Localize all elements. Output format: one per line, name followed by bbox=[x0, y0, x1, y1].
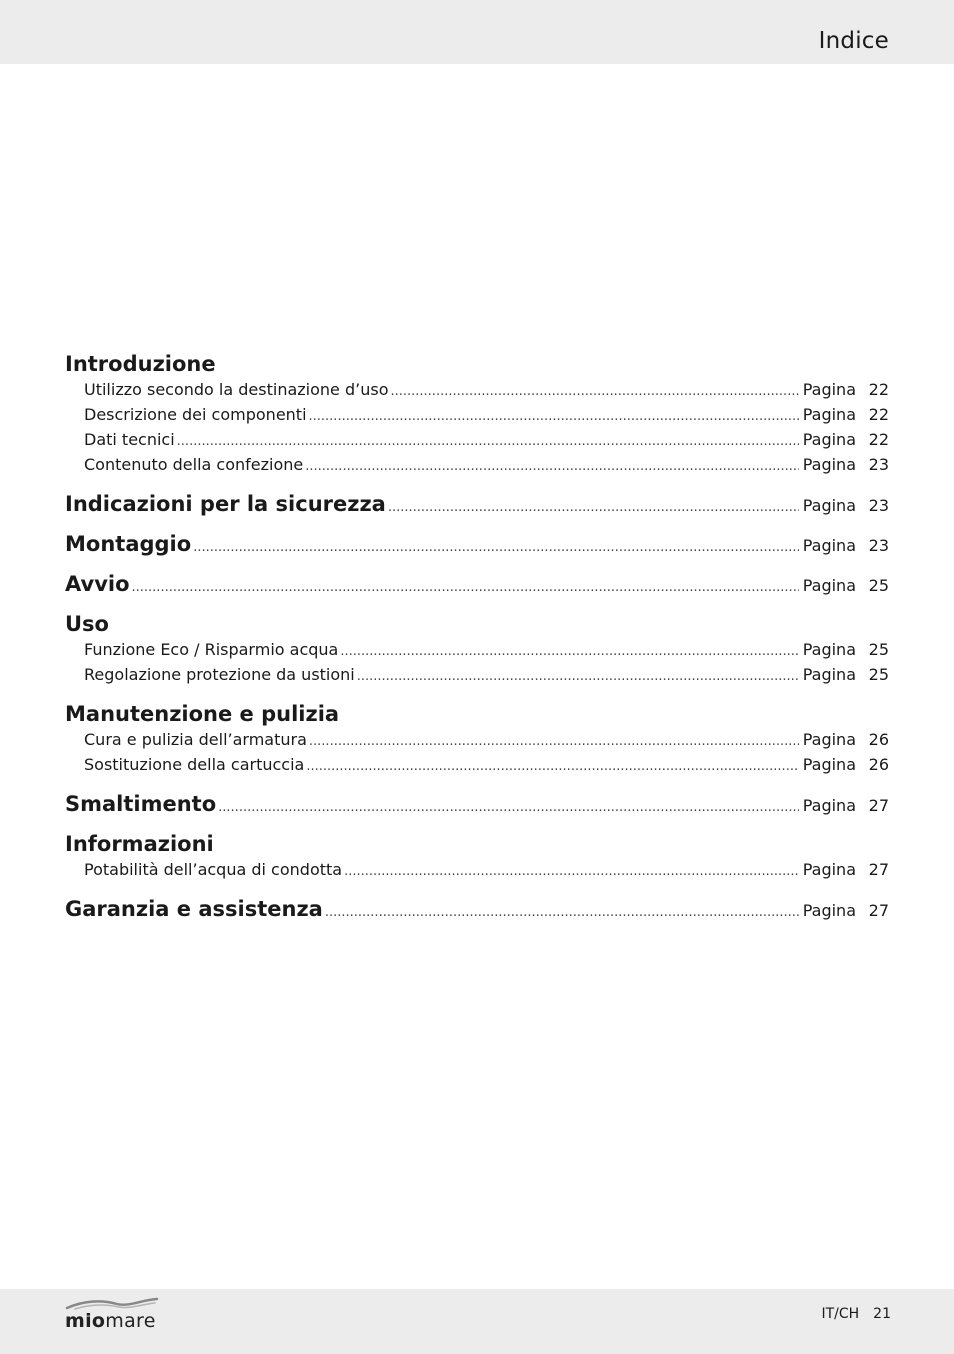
page-label: Pagina bbox=[802, 496, 856, 515]
page-label: Pagina bbox=[802, 576, 856, 595]
dot-leader bbox=[132, 575, 799, 600]
page-label: Pagina bbox=[802, 380, 856, 399]
toc-entry-title: Sostituzione della cartuccia bbox=[84, 755, 305, 774]
page-ref: 23 bbox=[868, 536, 889, 555]
toc-entry-title: Utilizzo secondo la destinazione d’uso bbox=[84, 380, 389, 399]
page-ref: 22 bbox=[868, 430, 889, 449]
page-label: Pagina bbox=[802, 405, 856, 424]
toc-section bbox=[65, 352, 889, 477]
logo-wordmark-mare: mare bbox=[105, 1310, 156, 1332]
toc-entry-title: Potabilità dell’acqua di condotta bbox=[84, 860, 343, 879]
toc-section bbox=[65, 612, 889, 687]
toc-heading-row bbox=[65, 792, 889, 817]
toc-entry bbox=[65, 402, 889, 427]
toc-entry bbox=[65, 377, 889, 402]
toc-heading-row bbox=[65, 612, 889, 637]
page-ref: 27 bbox=[868, 901, 889, 920]
page-label: Pagina bbox=[802, 455, 856, 474]
brand-logo bbox=[65, 1296, 165, 1336]
toc-heading: Avvio bbox=[65, 572, 130, 596]
toc-entry bbox=[65, 452, 889, 477]
dot-leader bbox=[305, 454, 798, 479]
toc-heading-row bbox=[65, 492, 889, 517]
page-ref: 27 bbox=[868, 796, 889, 815]
toc-heading-row bbox=[65, 897, 889, 922]
toc-heading-row bbox=[65, 532, 889, 557]
toc-heading: Informazioni bbox=[65, 832, 214, 856]
toc-section bbox=[65, 532, 889, 557]
dot-leader bbox=[306, 754, 798, 779]
page-label: Pagina bbox=[802, 796, 856, 815]
page-ref: 22 bbox=[868, 380, 889, 399]
page-ref: 26 bbox=[868, 730, 889, 749]
toc-section bbox=[65, 832, 889, 882]
toc-section bbox=[65, 897, 889, 922]
toc-heading: Indicazioni per la sicurezza bbox=[65, 492, 386, 516]
dot-leader bbox=[177, 429, 799, 454]
toc-entry bbox=[65, 427, 889, 452]
toc-entry bbox=[65, 752, 889, 777]
page-ref: 25 bbox=[868, 576, 889, 595]
dot-leader bbox=[309, 729, 799, 754]
toc-entry-title: Descrizione dei componenti bbox=[84, 405, 307, 424]
dot-leader bbox=[340, 639, 798, 664]
toc-heading: Manutenzione e pulizia bbox=[65, 702, 340, 726]
toc-section bbox=[65, 572, 889, 597]
toc-entry bbox=[65, 637, 889, 662]
page-number: 21 bbox=[873, 1306, 891, 1322]
toc-heading: Garanzia e assistenza bbox=[65, 897, 323, 921]
dot-leader bbox=[344, 859, 799, 884]
page-ref: 27 bbox=[868, 860, 889, 879]
locale-label: IT/CH bbox=[821, 1306, 860, 1322]
page-ref: 26 bbox=[868, 755, 889, 774]
page-label: Pagina bbox=[802, 730, 856, 749]
toc-entry bbox=[65, 857, 889, 882]
page-label: Pagina bbox=[802, 755, 856, 774]
toc-heading-row bbox=[65, 702, 889, 727]
page-ref: 25 bbox=[868, 640, 889, 659]
dot-leader bbox=[390, 379, 798, 404]
toc-entry-title: Dati tecnici bbox=[84, 430, 175, 449]
logo-wordmark-mio: mio bbox=[65, 1310, 106, 1332]
toc-heading: Uso bbox=[65, 612, 109, 636]
toc-heading-row bbox=[65, 352, 889, 377]
toc-heading: Montaggio bbox=[65, 532, 192, 556]
toc-entry bbox=[65, 662, 889, 687]
page-label: Pagina bbox=[802, 901, 856, 920]
page-ref: 25 bbox=[868, 665, 889, 684]
table-of-contents bbox=[65, 352, 889, 937]
toc-heading-row bbox=[65, 572, 889, 597]
page-ref: 23 bbox=[868, 496, 889, 515]
toc-heading: Introduzione bbox=[65, 352, 216, 376]
toc-heading: Smaltimento bbox=[65, 792, 217, 816]
toc-entry-title: Contenuto della confezione bbox=[84, 455, 304, 474]
toc-entry-title: Cura e pulizia dell’armatura bbox=[84, 730, 307, 749]
page-label: Pagina bbox=[802, 860, 856, 879]
toc-section bbox=[65, 792, 889, 817]
dot-leader bbox=[325, 900, 799, 925]
toc-entry-title: Funzione Eco / Risparmio acqua bbox=[84, 640, 339, 659]
dot-leader bbox=[309, 404, 799, 429]
footer-page-info bbox=[821, 1306, 891, 1322]
toc-section bbox=[65, 492, 889, 517]
toc-heading-row bbox=[65, 832, 889, 857]
dot-leader bbox=[357, 664, 799, 689]
toc-entry bbox=[65, 727, 889, 752]
dot-leader bbox=[388, 495, 799, 520]
header-bar bbox=[0, 0, 954, 64]
page-label: Pagina bbox=[802, 640, 856, 659]
page-ref: 22 bbox=[868, 405, 889, 424]
page-title: Indice bbox=[818, 28, 889, 54]
page-label: Pagina bbox=[802, 430, 856, 449]
toc-entry-title: Regolazione protezione da ustioni bbox=[84, 665, 355, 684]
logo-wordmark bbox=[65, 1310, 156, 1332]
dot-leader bbox=[218, 795, 799, 820]
page-label: Pagina bbox=[802, 536, 856, 555]
toc-section bbox=[65, 702, 889, 777]
page-label: Pagina bbox=[802, 665, 856, 684]
page-ref: 23 bbox=[868, 455, 889, 474]
dot-leader bbox=[193, 535, 799, 560]
